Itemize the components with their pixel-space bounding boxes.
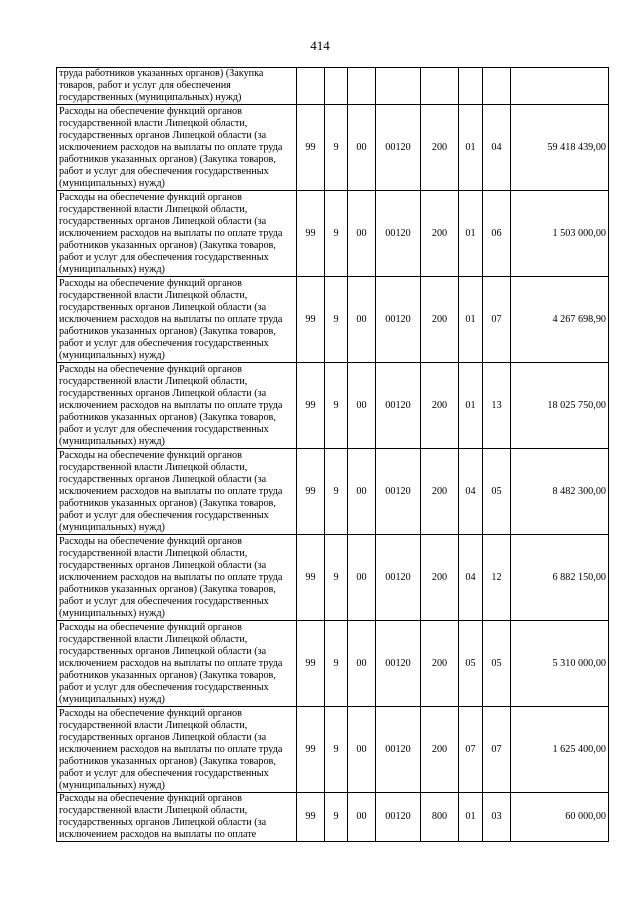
table-row bbox=[57, 277, 609, 363]
expense-type-code: 200 bbox=[421, 707, 459, 793]
section-code: 01 bbox=[459, 105, 483, 191]
program-code: 99 bbox=[297, 707, 325, 793]
section-code: 01 bbox=[459, 277, 483, 363]
amount: 59 418 439,00 bbox=[511, 105, 609, 191]
event-code: 00 bbox=[348, 707, 376, 793]
row-description: Расходы на обеспечение функций органов государственной власти Липецкой области, государственных органов Липецкой области (за исключением расходов на выплаты по оплате труда работников указанных органов) (Закупка товаров, работ и услуг для обеспечения государственных (муниципальных) нужд) bbox=[57, 449, 297, 535]
direction-code: 00120 bbox=[376, 449, 421, 535]
direction-code: 00120 bbox=[376, 277, 421, 363]
budget-table bbox=[56, 67, 609, 842]
program-code: 99 bbox=[297, 277, 325, 363]
amount: 1 625 400,00 bbox=[511, 707, 609, 793]
table-row bbox=[57, 707, 609, 793]
subprogram-code: 9 bbox=[325, 707, 348, 793]
direction-code: 00120 bbox=[376, 793, 421, 842]
expense-type-code: 200 bbox=[421, 363, 459, 449]
table-row bbox=[57, 449, 609, 535]
row-description: Расходы на обеспечение функций органов государственной власти Липецкой области, государственных органов Липецкой области (за исключением расходов на выплаты по оплате bbox=[57, 793, 297, 842]
amount bbox=[511, 68, 609, 105]
expense-type-code: 200 bbox=[421, 277, 459, 363]
subprogram-code: 9 bbox=[325, 191, 348, 277]
subprogram-code: 9 bbox=[325, 535, 348, 621]
subsection-code: 03 bbox=[483, 793, 511, 842]
event-code bbox=[348, 68, 376, 105]
program-code: 99 bbox=[297, 363, 325, 449]
subprogram-code: 9 bbox=[325, 277, 348, 363]
table-row bbox=[57, 105, 609, 191]
row-description: Расходы на обеспечение функций органов государственной власти Липецкой области, государственных органов Липецкой области (за исключением расходов на выплаты по оплате труда работников указанных органов) (Закупка товаров, работ и услуг для обеспечения государственных (муниципальных) нужд) bbox=[57, 621, 297, 707]
subprogram-code bbox=[325, 68, 348, 105]
program-code bbox=[297, 68, 325, 105]
amount: 4 267 698,90 bbox=[511, 277, 609, 363]
section-code bbox=[459, 68, 483, 105]
program-code: 99 bbox=[297, 793, 325, 842]
event-code: 00 bbox=[348, 105, 376, 191]
program-code: 99 bbox=[297, 621, 325, 707]
expense-type-code: 200 bbox=[421, 621, 459, 707]
event-code: 00 bbox=[348, 793, 376, 842]
direction-code: 00120 bbox=[376, 191, 421, 277]
subsection-code: 13 bbox=[483, 363, 511, 449]
program-code: 99 bbox=[297, 535, 325, 621]
direction-code: 00120 bbox=[376, 707, 421, 793]
table-row bbox=[57, 535, 609, 621]
table-row bbox=[57, 191, 609, 277]
row-description: Расходы на обеспечение функций органов государственной власти Липецкой области, государственных органов Липецкой области (за исключением расходов на выплаты по оплате труда работников указанных органов) (Закупка товаров, работ и услуг для обеспечения государственных (муниципальных) нужд) bbox=[57, 535, 297, 621]
section-code: 07 bbox=[459, 707, 483, 793]
subprogram-code: 9 bbox=[325, 105, 348, 191]
subprogram-code: 9 bbox=[325, 363, 348, 449]
amount: 1 503 000,00 bbox=[511, 191, 609, 277]
subsection-code: 07 bbox=[483, 707, 511, 793]
section-code: 01 bbox=[459, 363, 483, 449]
amount: 8 482 300,00 bbox=[511, 449, 609, 535]
subsection-code: 12 bbox=[483, 535, 511, 621]
amount: 5 310 000,00 bbox=[511, 621, 609, 707]
event-code: 00 bbox=[348, 449, 376, 535]
event-code: 00 bbox=[348, 621, 376, 707]
section-code: 05 bbox=[459, 621, 483, 707]
table-row bbox=[57, 363, 609, 449]
subsection-code: 06 bbox=[483, 191, 511, 277]
direction-code: 00120 bbox=[376, 535, 421, 621]
event-code: 00 bbox=[348, 191, 376, 277]
event-code: 00 bbox=[348, 363, 376, 449]
expense-type-code bbox=[421, 68, 459, 105]
program-code: 99 bbox=[297, 105, 325, 191]
direction-code bbox=[376, 68, 421, 105]
direction-code: 00120 bbox=[376, 105, 421, 191]
amount: 18 025 750,00 bbox=[511, 363, 609, 449]
expense-type-code: 200 bbox=[421, 535, 459, 621]
subprogram-code: 9 bbox=[325, 449, 348, 535]
row-description: труда работников указанных органов) (Закупка товаров, работ и услуг для обеспечения государственных (муниципальных) нужд) bbox=[57, 68, 297, 105]
expense-type-code: 200 bbox=[421, 191, 459, 277]
event-code: 00 bbox=[348, 535, 376, 621]
page-number: 414 bbox=[310, 38, 330, 53]
amount: 60 000,00 bbox=[511, 793, 609, 842]
section-code: 04 bbox=[459, 535, 483, 621]
table-row bbox=[57, 621, 609, 707]
direction-code: 00120 bbox=[376, 621, 421, 707]
subprogram-code: 9 bbox=[325, 793, 348, 842]
row-description: Расходы на обеспечение функций органов государственной власти Липецкой области, государственных органов Липецкой области (за исключением расходов на выплаты по оплате труда работников указанных органов) (Закупка товаров, работ и услуг для обеспечения государственных (муниципальных) нужд) bbox=[57, 363, 297, 449]
expense-type-code: 200 bbox=[421, 105, 459, 191]
section-code: 01 bbox=[459, 793, 483, 842]
program-code: 99 bbox=[297, 191, 325, 277]
section-code: 04 bbox=[459, 449, 483, 535]
subsection-code: 07 bbox=[483, 277, 511, 363]
row-description: Расходы на обеспечение функций органов государственной власти Липецкой области, государственных органов Липецкой области (за исключением расходов на выплаты по оплате труда работников указанных органов) (Закупка товаров, работ и услуг для обеспечения государственных (муниципальных) нужд) bbox=[57, 707, 297, 793]
subsection-code: 05 bbox=[483, 621, 511, 707]
direction-code: 00120 bbox=[376, 363, 421, 449]
row-description: Расходы на обеспечение функций органов государственной власти Липецкой области, государственных органов Липецкой области (за исключением расходов на выплаты по оплате труда работников указанных органов) (Закупка товаров, работ и услуг для обеспечения государственных (муниципальных) нужд) bbox=[57, 191, 297, 277]
section-code: 01 bbox=[459, 191, 483, 277]
expense-type-code: 200 bbox=[421, 449, 459, 535]
subsection-code bbox=[483, 68, 511, 105]
table-row bbox=[57, 793, 609, 842]
table-row bbox=[57, 68, 609, 105]
program-code: 99 bbox=[297, 449, 325, 535]
subsection-code: 05 bbox=[483, 449, 511, 535]
amount: 6 882 150,00 bbox=[511, 535, 609, 621]
row-description: Расходы на обеспечение функций органов государственной власти Липецкой области, государственных органов Липецкой области (за исключением расходов на выплаты по оплате труда работников указанных органов) (Закупка товаров, работ и услуг для обеспечения государственных (муниципальных) нужд) bbox=[57, 277, 297, 363]
event-code: 00 bbox=[348, 277, 376, 363]
subprogram-code: 9 bbox=[325, 621, 348, 707]
expense-type-code: 800 bbox=[421, 793, 459, 842]
subsection-code: 04 bbox=[483, 105, 511, 191]
row-description: Расходы на обеспечение функций органов государственной власти Липецкой области, государственных органов Липецкой области (за исключением расходов на выплаты по оплате труда работников указанных органов) (Закупка товаров, работ и услуг для обеспечения государственных (муниципальных) нужд) bbox=[57, 105, 297, 191]
